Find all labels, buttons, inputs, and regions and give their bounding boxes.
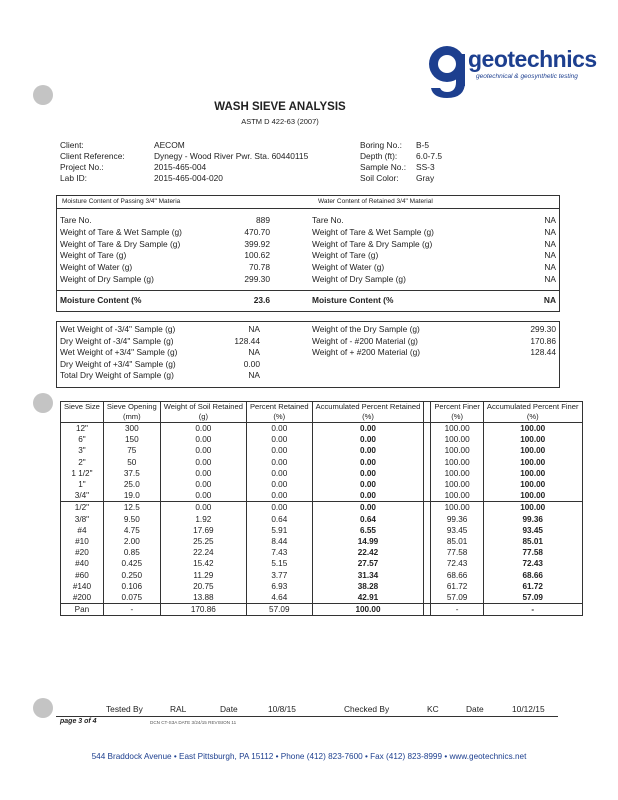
cell-acc-ret: 22.42	[312, 547, 424, 558]
cell-size: #60	[61, 569, 104, 580]
cell-weight: 25.25	[160, 536, 246, 547]
moisture-right-row-value: NA	[544, 226, 556, 237]
cell-size: #140	[61, 581, 104, 592]
sieve-row	[61, 514, 583, 525]
cell-opening: 300	[103, 423, 160, 435]
cell-spacer	[424, 592, 431, 604]
moisture-right-row-value: NA	[544, 274, 556, 284]
unit-spacer	[424, 412, 431, 423]
project-value: 2015-465-004	[154, 162, 207, 172]
cell-pct-fin: 100.00	[431, 468, 484, 479]
project-label: Project No.:	[60, 162, 104, 172]
cell-opening: 25.0	[103, 479, 160, 490]
moisture-content-left-label: Moisture Content (%	[60, 295, 142, 305]
cell-acc-fin: 100.00	[483, 457, 582, 468]
weights-left-row-value: 128.44	[234, 335, 260, 346]
document-code: DCN CT-S3A DATE 3/24/15 REVISION 11	[150, 720, 237, 725]
cell-weight: 20.75	[160, 581, 246, 592]
sieve-table	[60, 401, 583, 616]
weights-left-row-label: Wet Weight of +3/4" Sample (g)	[60, 347, 178, 357]
soil-color-label: Soil Color:	[360, 173, 399, 183]
cell-pct-ret: 0.00	[246, 479, 312, 490]
cell-spacer	[424, 457, 431, 468]
client-label: Client:	[60, 140, 84, 150]
cell-pct-fin: 93.45	[431, 525, 484, 536]
cell-spacer	[424, 479, 431, 490]
sieve-row	[61, 457, 583, 468]
sieve-row	[61, 479, 583, 490]
cell-opening: 37.5	[103, 468, 160, 479]
cell-opening: 19.0	[103, 490, 160, 502]
cell-spacer	[424, 423, 431, 435]
cell-opening: 4.75	[103, 525, 160, 536]
cell-opening: 0.106	[103, 581, 160, 592]
cell-acc-ret: 0.00	[312, 479, 424, 490]
cell-pct-fin: 61.72	[431, 581, 484, 592]
weights-left-row-label: Dry Weight of -3/4" Sample (g)	[60, 335, 174, 346]
cell-size: 6"	[61, 434, 104, 445]
sieve-row	[61, 558, 583, 569]
cell-acc-ret: 0.00	[312, 445, 424, 456]
moisture-left-row-label: Weight of Tare (g)	[60, 250, 127, 261]
cell-acc-ret: 0.00	[312, 423, 424, 435]
cell-weight: 13.88	[160, 592, 246, 604]
unit-acc-fin: (%)	[483, 412, 582, 423]
cell-pct-ret: 0.00	[246, 490, 312, 502]
cell-spacer	[424, 445, 431, 456]
unit-size	[61, 412, 104, 423]
cell-spacer	[424, 604, 431, 616]
sieve-pan-row	[61, 604, 583, 616]
sieve-row	[61, 525, 583, 536]
cell-pct-fin: 100.00	[431, 502, 484, 514]
cell-weight: 17.69	[160, 525, 246, 536]
moisture-left-row-value: 399.92	[244, 238, 270, 249]
cell-acc-fin: 100.00	[483, 445, 582, 456]
cell-acc-fin: 100.00	[483, 468, 582, 479]
sieve-header-row	[61, 402, 583, 413]
cell-weight: 0.00	[160, 457, 246, 468]
cell-spacer	[424, 569, 431, 580]
checked-by-value: KC	[427, 704, 439, 714]
cell-opening: 0.250	[103, 569, 160, 580]
cell-acc-fin: 68.66	[483, 569, 582, 580]
header-accumulated-retained: Accumulated Percent Retained	[312, 402, 424, 413]
header-percent-retained: Percent Retained	[246, 402, 312, 413]
moisture-left-row-value: 299.30	[244, 274, 270, 284]
cell-pct-ret: 0.00	[246, 468, 312, 479]
cell-pct-ret: 5.15	[246, 558, 312, 569]
weights-right-row-value: 299.30	[530, 324, 556, 334]
logo-wordmark: geotechnics	[468, 46, 597, 72]
cell-acc-ret: 42.91	[312, 592, 424, 604]
cell-pct-ret: 5.91	[246, 525, 312, 536]
unit-opening: (mm)	[103, 412, 160, 423]
weights-right-row-value: 128.44	[530, 347, 556, 357]
cell-acc-ret: 27.57	[312, 558, 424, 569]
cell-pct-ret: 6.93	[246, 581, 312, 592]
lab-id-value: 2015-465-004-020	[154, 173, 223, 183]
cell-acc-fin: 100.00	[483, 434, 582, 445]
cell-pct-ret: 0.64	[246, 514, 312, 525]
cell-acc-ret: 14.99	[312, 536, 424, 547]
sieve-units-row	[61, 412, 583, 423]
cell-pct-fin: 100.00	[431, 445, 484, 456]
moisture-left-row-value: 70.78	[249, 262, 270, 273]
cell-size: 1 1/2"	[61, 468, 104, 479]
page-subtitle: ASTM D 422-63 (2007)	[241, 117, 319, 126]
cell-opening: 0.425	[103, 558, 160, 569]
moisture-right-row-label: Weight of Tare & Dry Sample (g)	[312, 238, 433, 249]
cell-size: 1/2"	[61, 502, 104, 514]
cell-acc-fin: 77.58	[483, 547, 582, 558]
cell-acc-ret: 0.00	[312, 457, 424, 468]
logo-tagline: geotechnical & geosynthetic testing	[476, 73, 578, 80]
cell-acc-ret: 0.00	[312, 502, 424, 514]
cell-pct-fin: 99.36	[431, 514, 484, 525]
weights-left-row-value: NA	[248, 324, 260, 334]
tested-by-label: Tested By	[106, 704, 143, 714]
cell-acc-fin: 100.00	[483, 479, 582, 490]
moisture-right-row-value: NA	[544, 250, 556, 261]
cell-spacer	[424, 547, 431, 558]
cell-pct-fin: 100.00	[431, 457, 484, 468]
cell-pct-fin: 100.00	[431, 434, 484, 445]
cell-acc-ret: 100.00	[312, 604, 424, 616]
cell-pct-fin: 100.00	[431, 479, 484, 490]
cell-pct-ret: 0.00	[246, 457, 312, 468]
cell-pct-fin: 100.00	[431, 423, 484, 435]
weights-right-row-label: Weight of - #200 Material (g)	[312, 335, 418, 346]
sieve-row	[61, 581, 583, 592]
cell-size: 2"	[61, 457, 104, 468]
cell-acc-ret: 0.00	[312, 468, 424, 479]
page-title: WASH SIEVE ANALYSIS	[214, 101, 346, 113]
moisture-left-row-label: Weight of Water (g)	[60, 262, 133, 273]
soil-color-value: Gray	[416, 173, 435, 183]
cell-weight: 1.92	[160, 514, 246, 525]
weights-left-row-label: Dry Weight of +3/4" Sample (g)	[60, 358, 176, 369]
cell-pct-ret: 8.44	[246, 536, 312, 547]
moisture-content-right-label: Moisture Content (%	[312, 295, 394, 305]
cell-spacer	[424, 468, 431, 479]
cell-pct-ret: 0.00	[246, 445, 312, 456]
page-number: page 3 of 4	[60, 718, 97, 725]
sieve-row	[61, 502, 583, 514]
cell-weight: 11.29	[160, 569, 246, 580]
cell-size: #4	[61, 525, 104, 536]
cell-acc-fin: 100.00	[483, 490, 582, 502]
boring-label: Boring No.:	[360, 140, 402, 150]
checked-by-label: Checked By	[344, 704, 390, 714]
cell-pct-fin: 100.00	[431, 490, 484, 502]
cell-spacer	[424, 558, 431, 569]
moisture-right-row-label: Weight of Tare (g)	[312, 250, 379, 261]
sieve-row	[61, 547, 583, 558]
cell-pct-fin: 72.43	[431, 558, 484, 569]
cell-opening: 0.075	[103, 592, 160, 604]
cell-acc-fin: 85.01	[483, 536, 582, 547]
tested-by-value: RAL	[170, 704, 187, 714]
cell-pct-fin: 68.66	[431, 569, 484, 580]
lab-id-label: Lab ID:	[60, 173, 88, 183]
sieve-row	[61, 468, 583, 479]
header-accumulated-finer: Accumulated Percent Finer	[483, 402, 582, 413]
cell-opening: 9.50	[103, 514, 160, 525]
cell-pct-ret: 0.00	[246, 502, 312, 514]
sieve-row	[61, 434, 583, 445]
moisture-right-row-label: Weight of Tare & Wet Sample (g)	[312, 226, 434, 237]
weights-right-row-value: 170.86	[530, 335, 556, 346]
cell-acc-ret: 0.64	[312, 514, 424, 525]
cell-acc-fin: 100.00	[483, 423, 582, 435]
cell-weight: 0.00	[160, 423, 246, 435]
weights-left-row-value: 0.00	[243, 358, 260, 369]
cell-pct-ret: 4.64	[246, 592, 312, 604]
unit-pct-ret: (%)	[246, 412, 312, 423]
cell-acc-ret: 6.55	[312, 525, 424, 536]
sieve-row	[61, 536, 583, 547]
client-value: AECOM	[154, 140, 185, 150]
cell-size: #200	[61, 592, 104, 604]
cell-spacer	[424, 502, 431, 514]
cell-weight: 0.00	[160, 468, 246, 479]
moisture-left-row-label: Weight of Tare & Dry Sample (g)	[60, 238, 181, 249]
unit-pct-fin: (%)	[431, 412, 484, 423]
client-ref-label: Client Reference:	[60, 151, 125, 161]
moisture-content-right-value: NA	[543, 295, 556, 305]
cell-acc-fin: 93.45	[483, 525, 582, 536]
sample-label: Sample No.:	[360, 162, 407, 172]
cell-weight: 170.86	[160, 604, 246, 616]
cell-size: #40	[61, 558, 104, 569]
weights-right-row-label: Weight of the Dry Sample (g)	[312, 324, 420, 334]
cell-size: 3/4"	[61, 490, 104, 502]
cell-weight: 15.42	[160, 558, 246, 569]
cell-weight: 0.00	[160, 490, 246, 502]
cell-size: 3"	[61, 445, 104, 456]
weights-left-row-label: Total Dry Weight of Sample (g)	[60, 370, 174, 380]
cell-weight: 22.24	[160, 547, 246, 558]
header-sieve-opening: Sieve Opening	[103, 402, 160, 413]
moisture-left-row-value: 100.62	[244, 250, 270, 261]
boring-value: B-5	[416, 140, 430, 150]
cell-spacer	[424, 581, 431, 592]
cell-opening: -	[103, 604, 160, 616]
cell-spacer	[424, 434, 431, 445]
binder-hole-bottom	[33, 698, 53, 718]
cell-weight: 0.00	[160, 479, 246, 490]
signoff-rule	[56, 716, 558, 717]
depth-label: Depth (ft):	[360, 151, 398, 161]
cell-size: #20	[61, 547, 104, 558]
checked-date-label: Date	[466, 704, 484, 714]
cell-acc-fin: 100.00	[483, 502, 582, 514]
cell-acc-fin: 57.09	[483, 592, 582, 604]
unit-weight: (g)	[160, 412, 246, 423]
tested-date-value: 10/8/15	[268, 704, 296, 714]
moisture-left-row-value: 470.70	[244, 226, 270, 237]
cell-pct-fin: 57.09	[431, 592, 484, 604]
sieve-row	[61, 569, 583, 580]
moisture-left-header: Moisture Content of Passing 3/4" Materia	[62, 198, 181, 205]
cell-opening: 0.85	[103, 547, 160, 558]
cell-size: 12"	[61, 423, 104, 435]
sieve-row	[61, 592, 583, 604]
cell-opening: 50	[103, 457, 160, 468]
moisture-content-left-value: 23.6	[253, 295, 270, 305]
weights-left-row-value: NA	[248, 370, 260, 380]
binder-hole-middle	[33, 393, 53, 413]
unit-acc-ret: (%)	[312, 412, 424, 423]
cell-opening: 150	[103, 434, 160, 445]
cell-acc-ret: 38.28	[312, 581, 424, 592]
moisture-right-row-value: NA	[544, 238, 556, 249]
cell-acc-fin: 72.43	[483, 558, 582, 569]
cell-spacer	[424, 514, 431, 525]
cell-opening: 12.5	[103, 502, 160, 514]
moisture-left-row-label: Weight of Dry Sample (g)	[60, 274, 154, 284]
checked-date-value: 10/12/15	[512, 704, 545, 714]
footer-address: 544 Braddock Avenue • East Pittsburgh, PA 15112 • Phone (412) 823-7600 • Fax (412) 823-8999 • www.geotechnics.net	[91, 752, 527, 761]
weights-left-row-value: NA	[248, 347, 260, 357]
cell-pct-fin: 77.58	[431, 547, 484, 558]
header-weight-retained: Weight of Soil Retained	[160, 402, 246, 413]
cell-opening: 2.00	[103, 536, 160, 547]
sieve-row	[61, 423, 583, 435]
cell-size: 3/8"	[61, 514, 104, 525]
cell-acc-ret: 31.34	[312, 569, 424, 580]
moisture-right-row-label: Tare No.	[312, 215, 344, 225]
cell-pct-ret: 7.43	[246, 547, 312, 558]
cell-acc-ret: 0.00	[312, 490, 424, 502]
cell-spacer	[424, 536, 431, 547]
cell-pct-ret: 0.00	[246, 423, 312, 435]
client-ref-value: Dynegy - Wood River Pwr. Sta. 60440115	[154, 151, 309, 161]
cell-size: 1"	[61, 479, 104, 490]
sample-value: SS-3	[416, 162, 435, 172]
sieve-row	[61, 445, 583, 456]
cell-acc-fin: 99.36	[483, 514, 582, 525]
moisture-left-row-label: Weight of Tare & Wet Sample (g)	[60, 226, 182, 237]
cell-weight: 0.00	[160, 445, 246, 456]
depth-value: 6.0-7.5	[416, 151, 443, 161]
header-sieve-size: Sieve Size	[61, 402, 104, 413]
moisture-right-header: Water Content of Retained 3/4" Material	[318, 198, 433, 205]
tested-date-label: Date	[220, 704, 238, 714]
header-percent-finer: Percent Finer	[431, 402, 484, 413]
cell-acc-fin: -	[483, 604, 582, 616]
weights-left-row-label: Wet Weight of -3/4" Sample (g)	[60, 324, 176, 334]
sieve-row	[61, 490, 583, 502]
cell-size: #10	[61, 536, 104, 547]
cell-opening: 75	[103, 445, 160, 456]
moisture-right-row-value: NA	[544, 262, 556, 273]
cell-spacer	[424, 490, 431, 502]
moisture-rule	[56, 290, 559, 291]
header-spacer	[424, 402, 431, 413]
cell-acc-fin: 61.72	[483, 581, 582, 592]
cell-pct-ret: 57.09	[246, 604, 312, 616]
cell-pct-fin: 85.01	[431, 536, 484, 547]
cell-spacer	[424, 525, 431, 536]
moisture-header-rule	[56, 208, 559, 209]
moisture-right-row-label: Weight of Dry Sample (g)	[312, 274, 406, 284]
moisture-right-row-label: Weight of Water (g)	[312, 262, 385, 273]
cell-pct-ret: 3.77	[246, 569, 312, 580]
cell-pct-fin: -	[431, 604, 484, 616]
moisture-right-row-value: NA	[544, 215, 556, 225]
cell-weight: 0.00	[160, 434, 246, 445]
logo-g-icon	[427, 44, 467, 99]
cell-weight: 0.00	[160, 502, 246, 514]
cell-pct-ret: 0.00	[246, 434, 312, 445]
cell-acc-ret: 0.00	[312, 434, 424, 445]
moisture-left-row-label: Tare No.	[60, 215, 92, 225]
moisture-left-row-value: 889	[256, 215, 270, 225]
cell-size: Pan	[61, 604, 104, 616]
weights-right-row-label: Weight of + #200 Material (g)	[312, 347, 421, 357]
